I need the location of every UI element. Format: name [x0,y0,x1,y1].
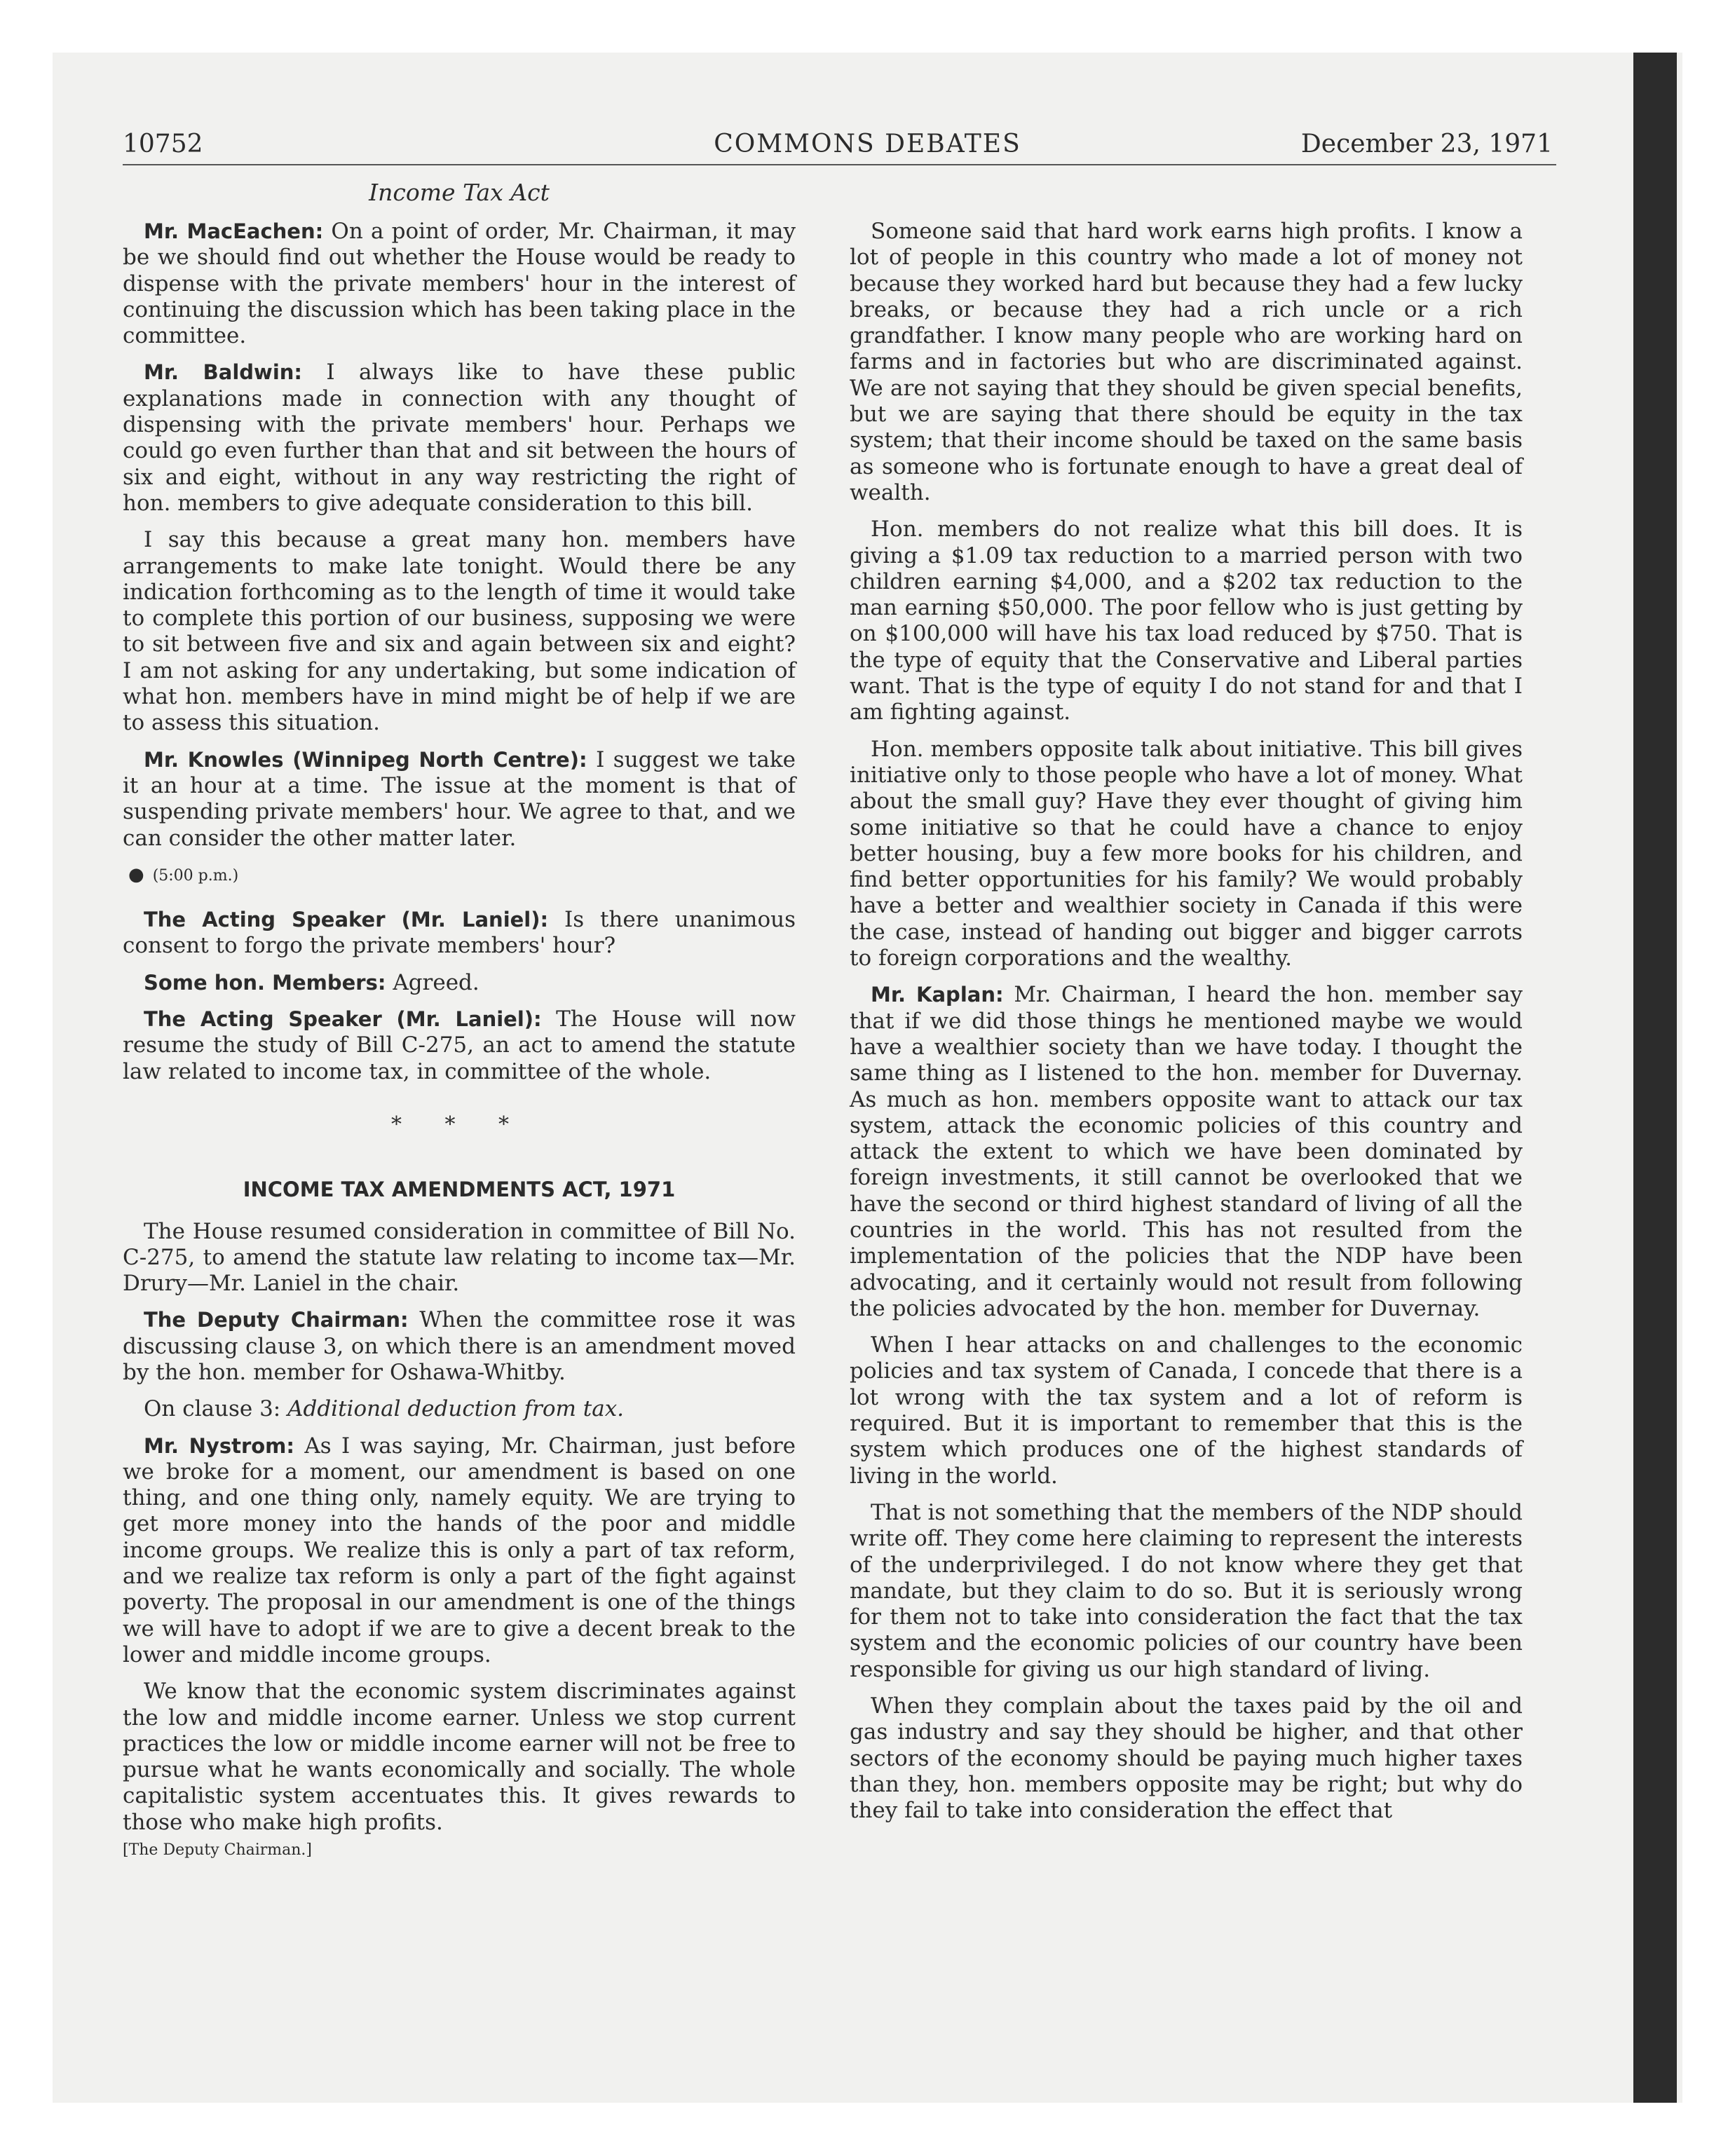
speech-text: I say this because a great many hon. members have arrangements to make late tonight. Would there be any indication forthcoming as to the length of time it would take to complete this portion of our business, supposing we were to sit between five and six and again between six and eight? I am not asking for any undertaking, but some indication of what hon. members have in mind might be of help if we are to assess this situation. [123,527,796,736]
section-heading: INCOME TAX AMENDMENTS ACT, 1971 [243,1178,676,1202]
bullet-icon: ● [128,864,144,885]
scan-edge-shadow [1633,53,1677,2103]
running-subject: Income Tax Act [369,179,550,206]
clause-lead: On clause 3: [144,1396,281,1422]
paragraph [850,517,1523,725]
paragraph [123,219,796,349]
speech-text: Is there unanimous consent to forgo the private members' hour? [123,907,796,959]
paragraph [850,982,1523,1322]
footer-note: [The Deputy Chairman.] [123,1841,313,1860]
speech-text: I suggest we take it an hour at a time. The issue at the moment is that of suspending private members' hour. We agree to that, and we can consider the other matter later. [123,746,796,851]
speech-text: I always like to have these public explanations made in connection with any thought of dispensing with the private members' hour. Perhaps we could go even further than that and sit between the hours of six and eight, without in any way restricting the right of hon. members to give adequate consideration to this bill. [123,360,796,516]
right-column [850,219,1523,1824]
paragraph [123,360,796,517]
paragraph [123,747,796,852]
paragraph [123,970,796,996]
paragraph [850,737,1523,972]
speech-text: Hon. members do not realize what this bill does. It is giving a $1.09 tax reduction to a married person with two children earning $4,000, and a $202 tax reduction to the man earning $50,000. The poor fellow who is just getting by on $100,000 will have his tax load reduced by $750. That is the type of equity that the Conservative and Liberal parties want. That is the type of equity I do not stand for and that I am fighting against. [850,517,1523,725]
paragraph [123,1219,796,1297]
clause-title: Additional deduction from tax. [287,1396,625,1422]
speaker-name: The Acting Speaker (Mr. Laniel): [144,1007,542,1032]
paragraph [123,1307,796,1386]
speaker-name: Mr. Baldwin: [144,360,303,385]
speaker-name: Some hon. Members: [144,970,386,995]
speech-text: The House resumed consideration in committee of Bill No. C-275, to amend the statute law relating to income tax—Mr. Drury—Mr. Laniel in the chair. [123,1218,796,1297]
paragraph [850,1693,1523,1824]
time-marker [128,862,796,889]
speech-text: That is not something that the members of the NDP should write off. They come here claiming to represent the interests of the underprivileged. I do not know where they get that mandate, but they claim to do so. But it is seriously wrong for them not to take into consideration the fact that the tax system and the economic policies of our country have been responsible for giving us our high standard of living. [850,1499,1523,1682]
speech-text: As I was saying, Mr. Chairman, just before we broke for a moment, our amendment is based on one thing, and one thing only, namely equity. We are trying to get more money into the hands of the poor and middle income groups. We realize this is only a part of tax reform, and we realize tax reform is only a part of the fight against poverty. The proposal in our amendment is one of the things we will have to adopt if we are to give a decent break to the lower and middle income groups. [123,1433,796,1667]
speaker-name: Mr. Nystrom: [144,1433,294,1458]
paragraph [850,1500,1523,1683]
section-separator: * * * [390,1112,528,1137]
paragraph [123,1679,796,1836]
speech-text: The House will now resume the study of Bill C-275, an act to amend the statute law related to income tax, in committee of the whole. [123,1007,796,1084]
paragraph [123,907,796,960]
speaker-name: Mr. Knowles (Winnipeg North Centre): [144,747,587,772]
header-rule [123,164,1556,165]
speech-text: When the committee rose it was discussing clause 3, on which there is an amendment moved by the hon. member for Oshawa-Whitby. [123,1307,796,1385]
page-number: 10752 [123,130,203,158]
speaker-name: The Deputy Chairman: [144,1308,409,1332]
paragraph [850,219,1523,506]
paragraph [123,527,796,736]
paragraph [123,1433,796,1669]
journal-title: COMMONS DEBATES [714,130,1021,158]
page-date: December 23, 1971 [1300,130,1553,158]
speech-text: Hon. members opposite talk about initiative. This bill gives initiative only to those people who have a lot of money. What about the small guy? Have they ever thought of giving him some initiative so that he could have a chance to enjoy better housing, buy a few more books for his children, and find better opportunities for his family? We would probably have a better and wealthier society in Canada if this were the case, instead of handing out bigger and bigger carrots to foreign corporations and the wealthy. [850,736,1523,971]
speaker-name: Mr. MacEachen: [144,219,324,243]
speech-text: Mr. Chairman, I heard the hon. member say that if we did those things he mentioned maybe we would have a wealthier society than we have today. I thought the same thing as I listened to the hon. member for Duvernay. As much as hon. members opposite want to attack our tax system, attack the economic policies of this country and attack the extent to which we have been dominated by foreign investments, it still cannot be overlooked that we have the second or third highest standard of living of all the countries in the world. This has not resulted from the implementation of the policies that the NDP have been advocating, and it certainly would not result from following the policies advocated by the hon. member for Duvernay. [850,982,1523,1321]
speech-text: On a point of order, Mr. Chairman, it may be we should find out whether the House would be ready to dispense with the private members' hour in the interest of continuing the discussion which has been taking place in the committee. [123,219,796,349]
left-column [123,219,796,1863]
speech-text: Someone said that hard work earns high profits. I know a lot of people in this country who made a lot of money not because they worked hard but because they had a few lucky breaks, or because they had a rich uncle or a rich grandfather. I know many people who are working hard on farms and in factories but who are discriminated against. We are not saying that they should be given special benefits, but we are saying that there should be equity in the tax system; that their income should be taxed on the same basis as someone who is fortunate enough to have a great deal of wealth. [850,219,1523,505]
paragraph [123,1396,796,1422]
speech-text: We know that the economic system discriminates against the low and middle income earner. Unless we stop current practices the low or middle income earner will not be free to pursue what he wants economically and socially. The whole capitalistic system accentuates this. It gives rewards to those who make high profits. [123,1679,796,1835]
speech-text: When I hear attacks on and challenges to the economic policies and tax system of Canada, I concede that there is a lot wrong with the tax system and a lot of reform is required. But it is important to remember that this is the system which produces one of the highest standards of living in the world. [850,1332,1523,1489]
time-text: (5:00 p.m.) [152,866,239,885]
paragraph [850,1332,1523,1489]
paragraph [123,1007,796,1085]
speech-text: Agreed. [393,969,479,995]
speaker-name: The Acting Speaker (Mr. Laniel): [144,908,549,932]
speech-text: When they complain about the taxes paid by the oil and gas industry and say they should be higher, and that other sectors of the economy should be paying much higher taxes than they, hon. members opposite may be right; but why do they fail to take into consideration the effect that [850,1693,1523,1824]
speaker-name: Mr. Kaplan: [871,983,1004,1007]
